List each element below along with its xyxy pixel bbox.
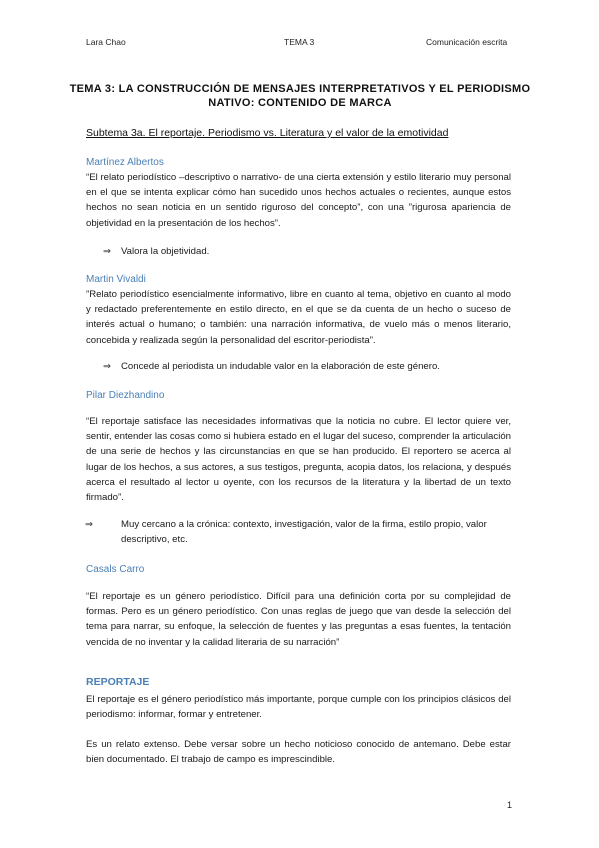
author-quote-martinez-albertos: “El relato periodístico –descriptivo o narrativo- de una cierta extensión y estilo literario muy personal en el que se intenta explicar cómo han sucedido unos hechos actuales o recientes, aunque estos hechos no sean noticia en un sentido riguroso del concepto”, con una ”rigurosa apariencia de objetividad en la presentación de los hechos”.	[86, 172, 511, 229]
note-text: Valora la objetividad.	[121, 246, 210, 257]
author-name-casals-carro: Casals Carro	[86, 564, 145, 575]
header-subject: Comunicación escrita	[426, 37, 508, 47]
header-author: Lara Chao	[86, 37, 126, 47]
author-note-martinez-albertos	[103, 244, 511, 259]
arrow-icon: ⇒	[103, 246, 112, 257]
author-quote-casals-carro: “El reportaje es un género periodístico. Difícil para una definición corta por su complejidad de formas. Pero es un género periodístico. Con unas reglas de juego que van desde la selección del tema para narrar, su enfoque, la selección de fuentes y las preguntas a esas fuentes, la tentación vencida de no inventar y la calidad literaria de su narración”	[86, 591, 511, 648]
author-name-martin-vivaldi: Martin Vivaldi	[86, 274, 146, 285]
arrow-icon: ⇒	[85, 519, 94, 530]
reportaje-heading: REPORTAJE	[86, 676, 150, 688]
header-topic: TEMA 3	[284, 37, 315, 47]
page-title: TEMA 3: LA CONSTRUCCIÓN DE MENSAJES INTERPRETATIVOS Y EL PERIODISMO NATIVO: CONTENIDO DE MARCA	[69, 83, 531, 109]
note-text: Concede al periodista un indudable valor en la elaboración de este género.	[121, 361, 440, 372]
reportaje-paragraph-1: El reportaje es el género periodístico más importante, porque cumple con los principios clásicos del periodismo: informar, formar y entretener.	[86, 694, 511, 721]
arrow-icon: ⇒	[103, 361, 112, 372]
author-note-martin-vivaldi	[103, 359, 511, 374]
author-note-pilar-diezhandino	[85, 517, 529, 547]
page-number: 1	[507, 800, 513, 810]
author-name-pilar-diezhandino: Pilar Diezhandino	[86, 390, 165, 401]
author-name-martinez-albertos: Martínez Albertos	[86, 157, 164, 168]
author-quote-pilar-diezhandino: “El reportaje satisface las necesidades informativas que la noticia no cubre. El lector quiere ver, sentir, entender las cosas como si hubiera estado en el lugar del suceso, comprender la articulación de una serie de hechos y las circunstancias en que se han producido. El reportero se acerca al lugar de los hechos, a sus actores, a sus testigos, pregunta, acopia datos, los relaciona, y después acerca el resultado al lector u oyente, con los recursos de la literatura y la libertad de un texto firmado”.	[86, 416, 511, 504]
subtema-heading: Subtema 3a. El reportaje. Periodismo vs. Literatura y el valor de la emotividad	[86, 127, 449, 139]
author-quote-martin-vivaldi: ”Relato periodístico esencialmente informativo, libre en cuanto al tema, objetivo en cuanto al modo y redactado preferentemente en estilo directo, en el que se da cuenta de un hecho o suceso de interés actual o humano; o también: una narración informativa, de vuelo más o menos literario, concebida y realizada según la personalidad del escritor-periodista”.	[86, 289, 511, 346]
note-text: Muy cercano a la crónica: contexto, investigación, valor de la firma, estilo propio, valor descriptivo, etc.	[121, 519, 487, 546]
reportaje-paragraph-2: Es un relato extenso. Debe versar sobre un hecho noticioso conocido de antemano. Debe estar bien documentado. El trabajo de campo es imprescindible.	[86, 739, 511, 766]
